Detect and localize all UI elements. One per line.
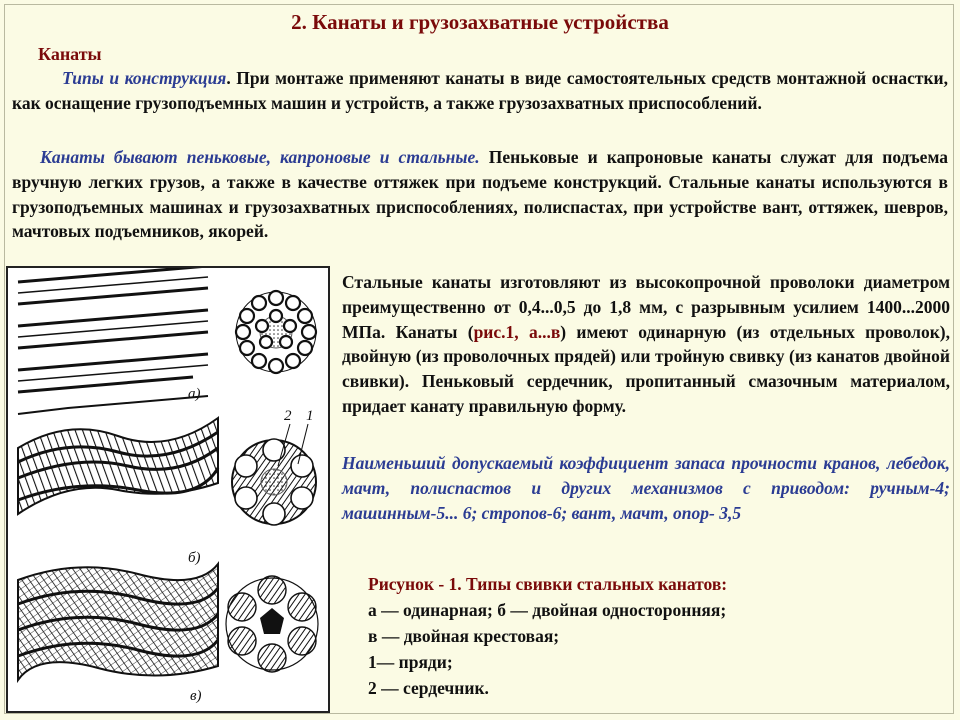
paragraph-safety-factor: Наименьший допускаемый коэффициент запаса прочности кранов, лебедок, мачт, полиспастов и других механизмов с приводом: ручным-4; машинным-5... 6; стропов-6; вант, мачт, опор- 3,5	[342, 453, 950, 523]
figure-label-1: 1	[306, 408, 314, 424]
lead-kinds: Канаты бывают пеньковые, капроновые и стальные.	[40, 147, 480, 167]
caption-line: в — двойная крестовая;	[368, 626, 560, 646]
rope-figure	[6, 266, 330, 713]
rope-v-side-view	[18, 564, 218, 680]
rope-v-cross-section	[226, 576, 318, 672]
rope-b-side-view	[18, 418, 218, 514]
figure-reference: рис.1, а...в	[473, 321, 561, 342]
steel-text-after: ) имеют одинарную (из отдельных проволок), двойную (из проволочных прядей) или тройную свивку (из канатов двойной свивки). Пеньковый сердечник, пропитанный смазочным материалом, придает канату правильную форму.	[342, 321, 950, 416]
figure-label-a: а)	[188, 386, 201, 402]
rope-a-cross-section	[236, 291, 316, 373]
rope-b-cross-section	[232, 424, 316, 525]
caption-title: Рисунок - 1. Типы свивки стальных канатов:	[368, 574, 728, 594]
body-kinds: Пеньковые и капроновые канаты служат для подъема вручную легких грузов, а также в качестве оттяжек при подъеме конструкций. Стальные канаты используются в грузоподъемных машинах и грузозахватных приспособлениях, полиспастах, при устройстве вант, оттяжек, шевров, мачтовых подъемников, якорей.	[12, 147, 948, 242]
caption-line: 1— пряди;	[368, 652, 453, 672]
rope-a-side-view	[18, 268, 208, 414]
caption-line: а — одинарная; б — двойная односторонняя;	[368, 600, 727, 620]
section-subtitle: Канаты	[38, 44, 102, 64]
paragraph-kinds	[12, 145, 948, 244]
steel-text-before: Стальные канаты изготовляют из высокопрочной проволоки диаметром преимущественно от 0,4...0,5 до 1,8 мм, с разрывным усилием 1400...2000 МПа. Канаты (	[342, 272, 950, 342]
paragraph-steel	[342, 270, 950, 419]
figure-label-2: 2	[284, 408, 292, 424]
figure-label-b: б)	[188, 550, 201, 566]
figure-label-v: в)	[190, 688, 202, 704]
rope-illustration	[8, 268, 328, 711]
figure-caption	[368, 571, 848, 701]
paragraph-types	[12, 66, 948, 116]
slide-title: 2. Канаты и грузозахватные устройства	[291, 10, 669, 34]
caption-line: 2 — сердечник.	[368, 678, 489, 698]
body-types: . При монтаже применяют канаты в виде самостоятельных средств монтажной оснастки, как оснащение грузоподъемных машин и устройств, а также грузозахватных приспособлений.	[12, 68, 948, 113]
lead-types: Типы и конструкция	[62, 68, 227, 88]
